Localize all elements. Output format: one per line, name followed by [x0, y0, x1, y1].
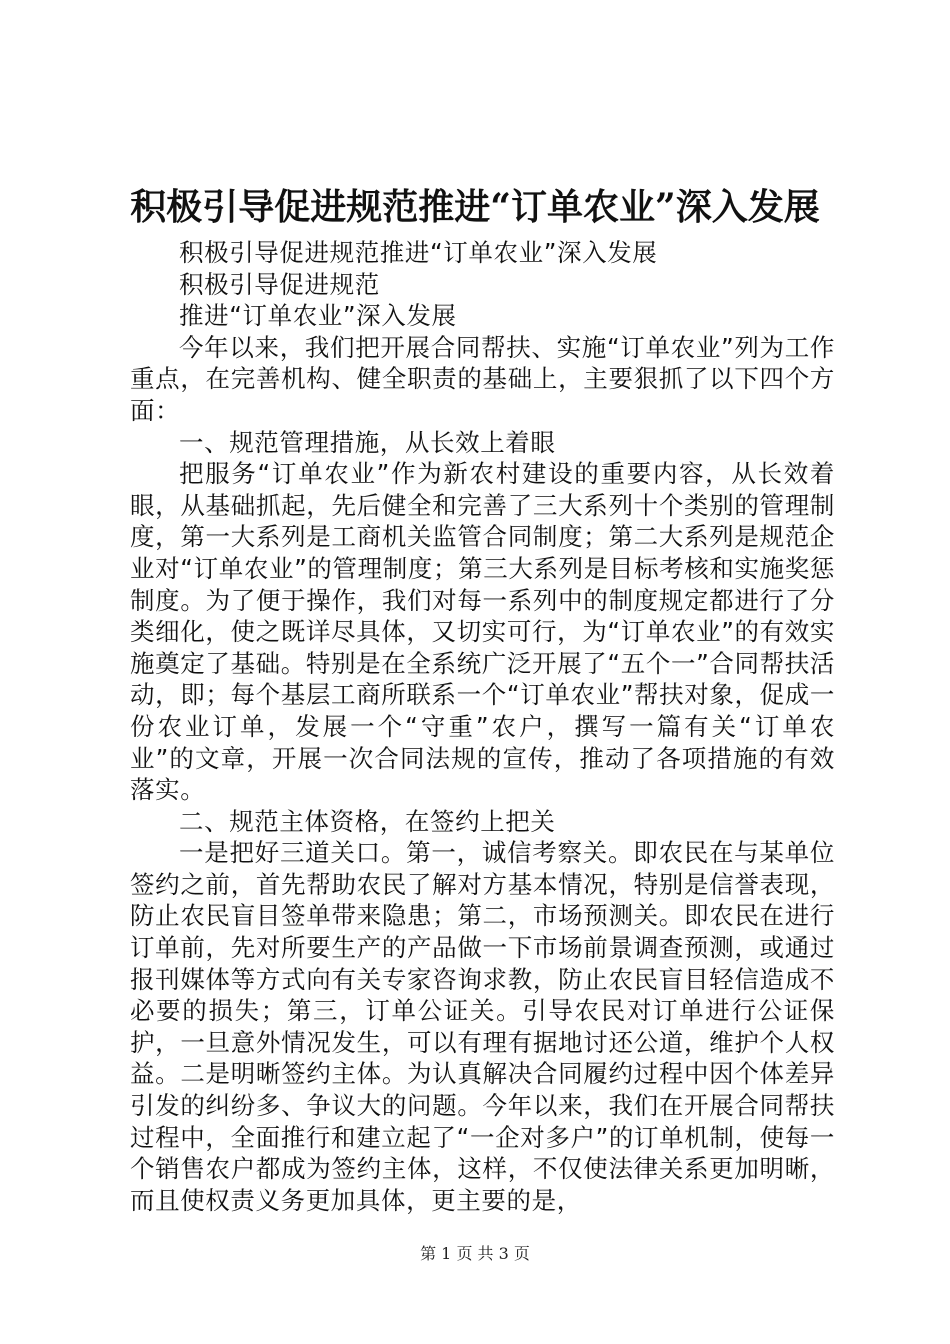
paragraph-section-1: 把服务“订单农业”作为新农村建设的重要内容，从长效着眼，从基础抓起，先后健全和完善了三大系列十个类别的管理制度，第一大系列是工商机关监管合同制度；第二大系列是规范企业对“订单农业”的管理制度；第三大系列是目标考核和实施奖惩制度。为了便于操作，我们对每一系列中的制度规定都进行了分类细化，使之既详尽具体，又切实可行，为“订单农业”的有效实施奠定了基础。特别是在全系统广泛开展了“五个一”合同帮扶活动，即；每个基层工商所联系一个“订单农业”帮扶对象，促成一份农业订单，发展一个“守重”农户，撰写一篇有关“订单农业”的文章，开展一次合同法规的宣传，推动了各项措施的有效落实。 [130, 459, 835, 805]
paragraph-repeated-title: 积极引导促进规范推进“订单农业”深入发展 [179, 238, 658, 267]
paragraph-subtitle-1: 积极引导促进规范 [179, 269, 380, 299]
page-footer: 第 1 页 共 3 页 [420, 1244, 530, 1263]
paragraph-section-2: 一是把好三道关口。第一，诚信考察关。即农民在与某单位签约之前，首先帮助农民了解对方基本情况，特别是信誉表现，防止农民盲目签单带来隐患；第二，市场预测关。即农民在进行订单前，先对所要生产的产品做一下市场前景调查预测，或通过报刊媒体等方式向有关专家咨询求教，防止农民盲目轻信造成不必要的损失；第三，订单公证关。引导农民对订单进行公证保护，一旦意外情况发生，可以有理有据地讨还公道，维护个人权益。二是明晰签约主体。为认真解决合同履约过程中因个体差异引发的纠纷多、争议大的问题。今年以来，我们在开展合同帮扶过程中，全面推行和建立起了“一企对多户”的订单机制，使每一个销售农户都成为签约主体，这样，不仅使法律关系更加明晰，而且使权责义务更加具体，更主要的是， [130, 838, 835, 1215]
paragraph-intro: 今年以来，我们把开展合同帮扶、实施“订单农业”列为工作重点，在完善机构、健全职责的基础上，主要狠抓了以下四个方面： [130, 332, 835, 425]
section-heading-2: 二、规范主体资格，在签约上把关 [179, 806, 556, 836]
paragraph-subtitle-2: 推进“订单农业”深入发展 [179, 301, 457, 331]
document-body [130, 237, 835, 1216]
section-heading-1: 一、规范管理措施，从长效上着眼 [179, 427, 556, 457]
document-title: 积极引导促进规范推进“订单农业”深入发展 [130, 186, 820, 228]
